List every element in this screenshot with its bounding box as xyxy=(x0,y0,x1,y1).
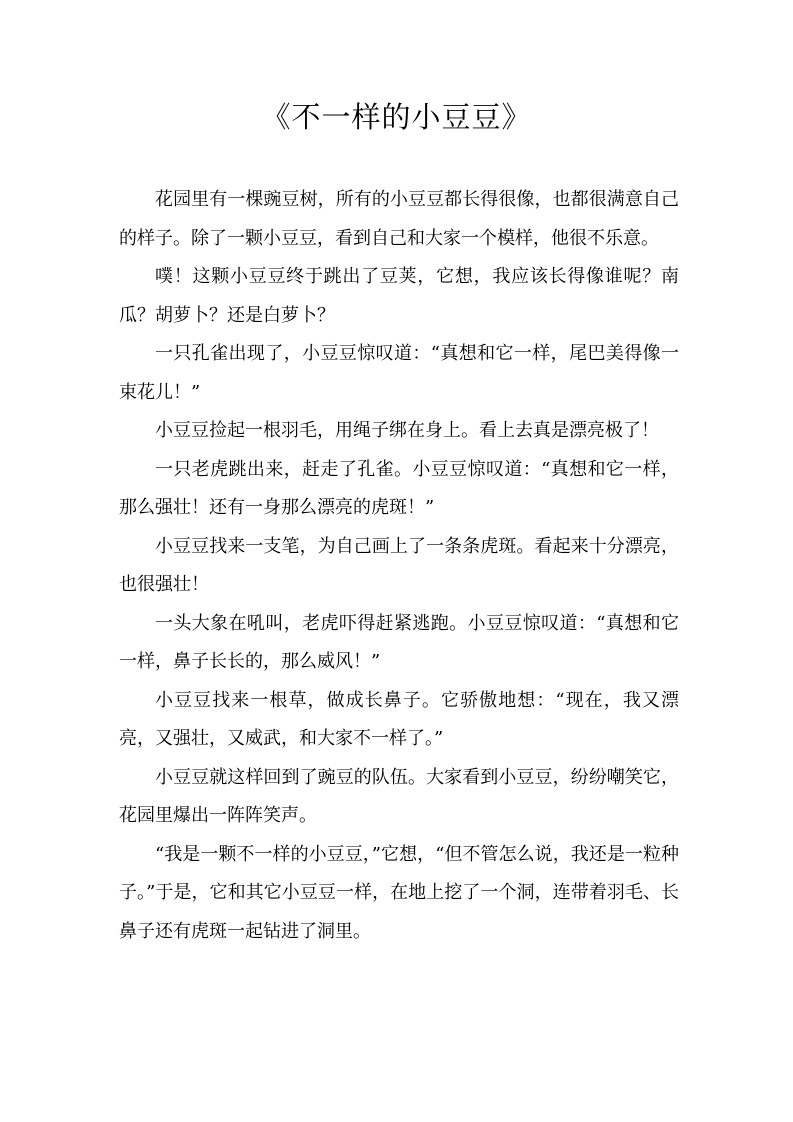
paragraph-9: 小豆豆就这样回到了豌豆的队伍。大家看到小豆豆，纷纷嘲笑它，花园里爆出一阵阵笑声。 xyxy=(119,766,679,826)
document-body xyxy=(119,181,679,951)
paragraph-10: “我是一颗不一样的小豆豆，”它想，“但不管怎么说，我还是一粒种子。”于是，它和其它小豆豆一样，在地上挖了一个洞，连带着羽毛、长鼻子还有虎斑一起钻进了洞里。 xyxy=(119,843,679,942)
paragraph-7: 一头大象在吼叫，老虎吓得赶紧逃跑。小豆豆惊叹道：“真想和它一样，鼻子长长的，那么威风！” xyxy=(119,612,679,672)
paragraph-3: 一只孔雀出现了，小豆豆惊叹道：“真想和它一样，尾巴美得像一束花儿！” xyxy=(119,343,679,403)
paragraph-5: 一只老虎跳出来，赶走了孔雀。小豆豆惊叹道：“真想和它一样，那么强壮！还有一身那么漂亮的虎斑！” xyxy=(119,458,679,518)
paragraph-4: 小豆豆捡起一根羽毛，用绳子绑在身上。看上去真是漂亮极了！ xyxy=(155,420,659,441)
paragraph-8: 小豆豆找来一根草，做成长鼻子。它骄傲地想：“现在，我又漂亮，又强壮，又威武，和大家不一样了。” xyxy=(119,689,679,749)
document-title: 《不一样的小豆豆》 xyxy=(261,100,532,134)
paragraph-6: 小豆豆找来一支笔，为自己画上了一条条虎斑。看起来十分漂亮，也很强壮！ xyxy=(119,535,679,595)
paragraph-2: 噗！这颗小豆豆终于跳出了豆荚，它想，我应该长得像谁呢？南瓜？胡萝卜？还是白萝卜？ xyxy=(119,266,679,326)
paragraph-1: 花园里有一棵豌豆树，所有的小豆豆都长得很像，也都很满意自己的样子。除了一颗小豆豆，看到自己和大家一个模样，他很不乐意。 xyxy=(119,189,679,249)
